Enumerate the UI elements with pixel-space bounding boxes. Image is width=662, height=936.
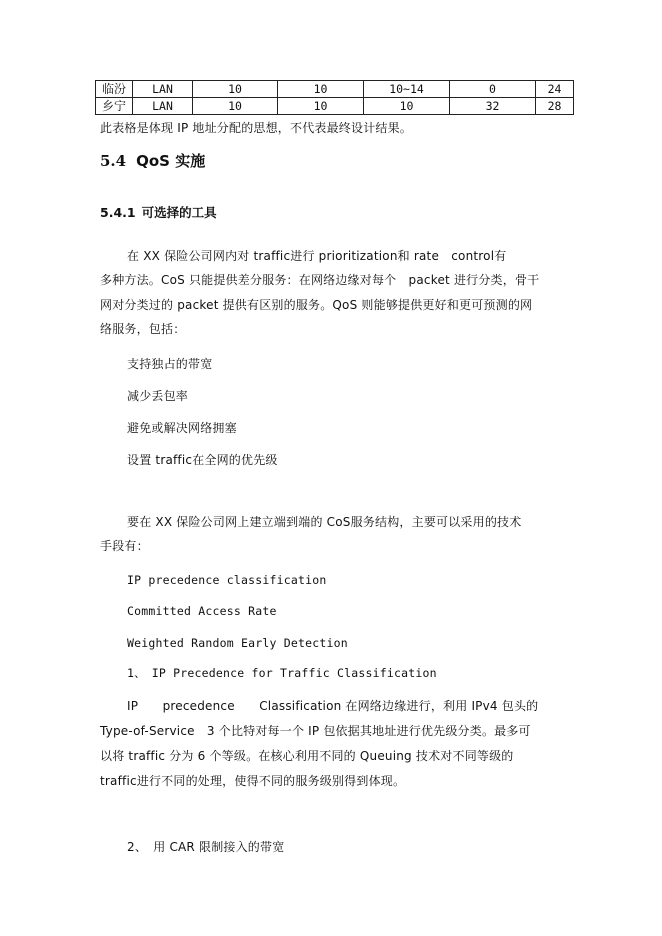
paragraph-line: 以将 traffic 分为 6 个等级。在核心利用不同的 Queuing 技术对不同等级的 <box>100 749 514 763</box>
subsection-heading <box>100 203 217 221</box>
table-cell: 10 <box>364 98 450 115</box>
paragraph-line: 手段有： <box>100 539 149 553</box>
table-cell: 0 <box>450 81 536 98</box>
list-item: IP precedence classification <box>127 573 327 587</box>
table-cell: 乡宁 <box>96 98 133 115</box>
list-item: Committed Access Rate <box>127 604 277 618</box>
table-cell: 10 <box>193 81 278 98</box>
section-heading <box>100 150 205 171</box>
table-cell: 32 <box>450 98 536 115</box>
table-note: 此表格是体现 IP 地址分配的思想，不代表最终设计结果。 <box>100 121 413 135</box>
paragraph-line: traffic进行不同的处理，使得不同的服务级别得到体现。 <box>100 774 406 788</box>
table-cell: 28 <box>536 98 574 115</box>
paragraph-line: 多种方法。CoS 只能提供差分服务：在网络边缘对每个 packet 进行分类，骨干 <box>100 273 540 287</box>
table-cell: 24 <box>536 81 574 98</box>
section-title: QoS 实施 <box>136 152 206 170</box>
table-row <box>96 98 574 115</box>
ip-allocation-table <box>95 80 574 115</box>
table-cell: LAN <box>133 98 193 115</box>
paragraph-line: IP precedence Classification 在网络边缘进行，利用 IPv4 包头的 <box>127 699 539 713</box>
table-cell: LAN <box>133 81 193 98</box>
paragraph-line: 网对分类过的 packet 提供有区别的服务。QoS 则能够提供更好和更可预测的网 <box>100 298 533 312</box>
section-number: 5.4 <box>100 152 127 170</box>
table-row <box>96 81 574 98</box>
list-item: Weighted Random Early Detection <box>127 636 348 650</box>
paragraph-line: Type-of-Service 3 个比特对每一个 IP 包依据其地址进行优先级分类。最多可 <box>100 724 531 738</box>
subsection-number: 5.4.1 <box>100 205 136 220</box>
table-cell: 10 <box>193 98 278 115</box>
list-item: 减少丢包率 <box>127 389 189 403</box>
table-cell: 10~14 <box>364 81 450 98</box>
list-item: 避免或解决网络拥塞 <box>127 421 237 435</box>
numbered-item: 1、 IP Precedence for Traffic Classification <box>127 666 437 680</box>
table-cell: 10 <box>278 81 364 98</box>
list-item: 支持独占的带宽 <box>127 357 213 371</box>
paragraph-line: 络服务，包括： <box>100 322 186 336</box>
subsection-title: 可选择的工具 <box>141 205 217 220</box>
table-cell: 临汾 <box>96 81 133 98</box>
table-cell: 10 <box>278 98 364 115</box>
numbered-item: 2、 用 CAR 限制接入的带宽 <box>127 840 285 854</box>
list-item: 设置 traffic在全网的优先级 <box>127 453 278 467</box>
paragraph-line: 在 XX 保险公司网内对 traffic进行 prioritization和 rate control有 <box>127 249 507 263</box>
paragraph-line: 要在 XX 保险公司网上建立端到端的 CoS服务结构，主要可以采用的技术 <box>127 515 522 529</box>
